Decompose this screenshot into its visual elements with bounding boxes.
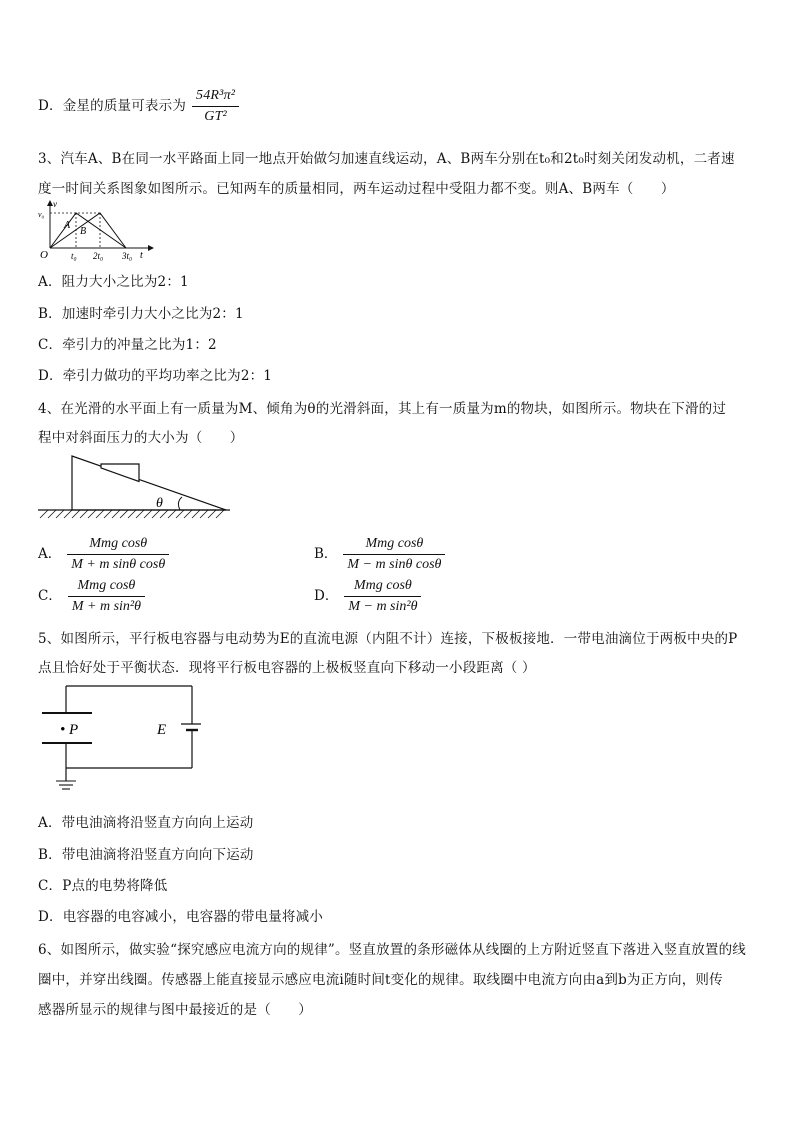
ground-hatching <box>40 510 224 518</box>
q4-option-b-label: B． <box>314 546 338 562</box>
angle-arc <box>178 497 182 510</box>
q3-option-b: B．加速时牵引力大小之比为2：1 <box>38 306 244 322</box>
fraction-numerator: Mmg cosθ <box>68 578 145 597</box>
t-axis-arrow-icon <box>148 245 154 251</box>
q4-option-c-fraction <box>68 578 145 615</box>
q5-option-a: A．带电油滴将沿竖直方向向上运动 <box>38 815 254 831</box>
fraction-numerator: Mmg cosθ <box>67 536 169 555</box>
v0-label: v₀ <box>38 210 45 219</box>
line-a <box>50 213 126 248</box>
q5-option-d: D．电容器的电容减小，电容器的带电量将减小 <box>38 909 324 925</box>
q4-option-b-fraction <box>343 536 445 573</box>
fraction-denominator: M − m sin²θ <box>348 599 418 614</box>
q3-option-a: A．阻力大小之比为2：1 <box>38 274 189 290</box>
fraction-denominator: M + m sinθ cosθ <box>71 557 166 572</box>
q5-stem-line1: 5、如图所示，平行板电容器与电动势为E的直流电源（内阻不计）连接，下极板接地．一带电油滴位于两板中央的P <box>38 631 738 647</box>
v-axis-label: v <box>53 199 57 209</box>
q3-option-c: C．牵引力的冲量之比为1：2 <box>38 337 217 353</box>
q3-option-d: D．牵引力做功的平均功率之比为2：1 <box>38 368 273 384</box>
q4-option-c <box>38 578 145 615</box>
q4-option-c-label: C． <box>38 588 62 604</box>
ground-icon <box>56 781 76 789</box>
incline-wedge <box>72 456 226 510</box>
q6-stem-line2: 圈中，并穿出线圈。传感器上能直接显示感应电流i随时间t变化的规律。取线圈中电流方向由a到b为正方向，则传 <box>38 972 723 988</box>
q3-stem-line1: 3、汽车A、B在同一水平路面上同一地点开始做匀加速直线运动，A、B两车分别在t₀和2t₀时刻关闭发动机，二者速 <box>38 151 735 167</box>
origin-label: O <box>40 249 48 261</box>
fraction-denominator: M + m sin²θ <box>71 599 141 614</box>
line-b <box>50 213 126 248</box>
q6-stem-line1: 6、如图所示，做实验“探究感应电流方向的规律”。竖直放置的条形磁体从线圈的上方附近竖直下落进入竖直放置的线 <box>38 942 746 958</box>
q4-incline-diagram <box>38 452 238 524</box>
block <box>101 464 139 482</box>
angle-label: θ <box>156 496 163 511</box>
fraction-numerator: 54R³π² <box>192 88 239 107</box>
q6-stem-line3: 感器所显示的规律与图中最接近的是（ ） <box>38 1002 312 1018</box>
q4-option-d <box>314 578 421 615</box>
q5-option-b: B．带电油滴将沿竖直方向向下运动 <box>38 847 254 863</box>
q4-option-d-fraction <box>344 578 421 615</box>
fraction-numerator: Mmg cosθ <box>343 536 445 555</box>
q4-option-b <box>314 536 445 573</box>
label-b: B <box>80 226 87 237</box>
q2-option-d-fraction <box>192 88 239 125</box>
q5-option-c: C．P点的电势将降低 <box>38 878 168 894</box>
tick-2t0: 2t₀ <box>93 251 104 261</box>
q4-option-a <box>38 536 169 573</box>
q2-option-d-label: D．金星的质量可表示为 <box>38 98 187 114</box>
label-a: A <box>64 220 71 231</box>
q4-stem-line1: 4、在光滑的水平面上有一质量为M、倾角为θ的光滑斜面，其上有一质量为m的物块，如图所示。物块在下滑的过 <box>38 401 727 417</box>
q4-option-a-fraction <box>67 536 169 573</box>
fraction-denominator: M − m sinθ cosθ <box>347 557 442 572</box>
fraction-denominator: GT² <box>204 109 227 124</box>
tick-3t0: 3t₀ <box>122 251 133 261</box>
q4-option-d-label: D． <box>314 588 339 604</box>
q3-stem-line2: 度一时间关系图象如图所示。已知两车的质量相同，两车运动过程中受阻力都不变。则A、B两车（ ） <box>38 181 675 197</box>
fraction-numerator: Mmg cosθ <box>344 578 421 597</box>
tick-t0: t₀ <box>71 251 77 261</box>
q2-option-d <box>38 88 239 125</box>
emf-label: E <box>157 722 167 738</box>
q4-stem-line2: 程中对斜面压力的大小为（ ） <box>38 430 244 446</box>
t-axis-label: t <box>140 250 143 261</box>
q5-capacitor-circuit <box>36 680 201 798</box>
q4-option-a-label: A． <box>38 546 62 562</box>
q3-velocity-time-graph <box>36 198 156 262</box>
q5-stem-line2: 点且恰好处于平衡状态．现将平行板电容器的上极板竖直向下移动一小段距离（ ） <box>38 660 536 676</box>
point-p-label: • P <box>60 722 79 738</box>
